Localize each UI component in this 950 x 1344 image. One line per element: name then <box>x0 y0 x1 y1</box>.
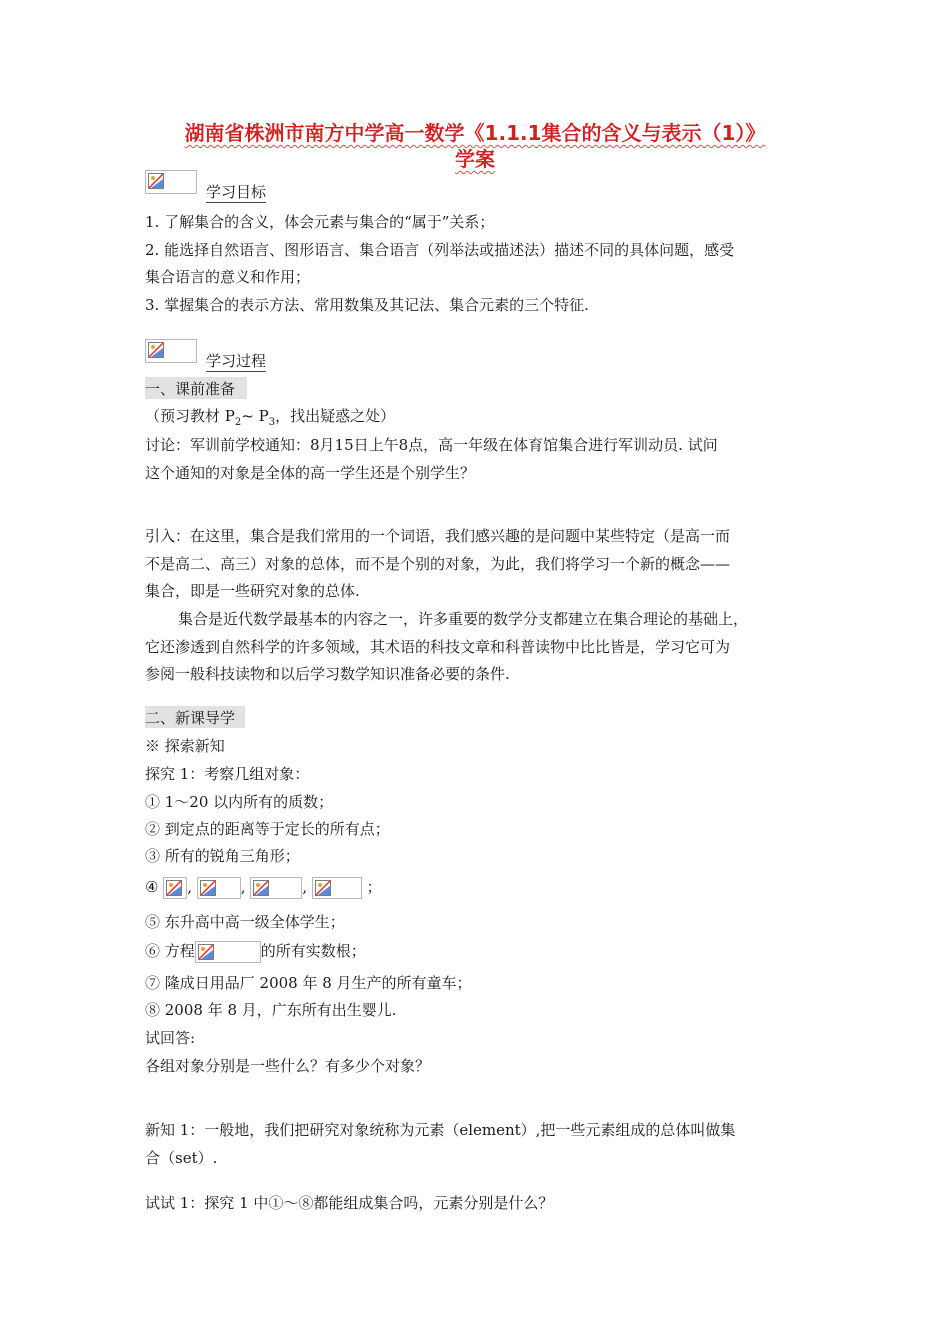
new-knowledge-text: 新知 1：一般地，我们把研究对象统称为元素（element）,把一些元素组成的总体叫做集 <box>145 1121 736 1139</box>
broken-image-icon <box>250 877 302 899</box>
explore-heading: ※ 探索新知 <box>145 737 225 755</box>
goal-item-continued: 集合语言的意义和作用； <box>145 268 311 286</box>
broken-image-icon <box>312 877 362 899</box>
prompt-text: 试回答: <box>145 1029 196 1047</box>
intro-text: 引入：在这里，集合是我们常用的一个词语，我们感兴趣的是问题中某些特定（是高一而 <box>145 527 731 545</box>
list-item: ⑤ 东升高中高一级全体学生； <box>145 913 345 931</box>
goal-item: 1. 了解集合的含义，体会元素与集合的“属于”关系； <box>145 213 495 231</box>
paragraph-text: 集合是近代数学最基本的内容之一，许多重要的数学分支都建立在集合理论的基础上， <box>178 610 749 628</box>
broken-image-icon <box>197 877 241 899</box>
document-title-line2: 学案 <box>455 147 495 171</box>
goal-item: 2. 能选择自然语言、图形语言、集合语言（列举法或描述法）描述不同的具体问题，感受 <box>145 241 735 259</box>
paragraph-text: 参阅一般科技读物和以后学习数学知识准备必要的条件. <box>145 665 510 683</box>
section-heading: 二、新课导学 <box>145 709 236 727</box>
goal-item: 3. 掌握集合的表示方法、常用数集及其记法、集合元素的三个特征. <box>145 296 589 314</box>
broken-image-icon <box>163 877 187 899</box>
equation-image-icon <box>195 941 261 963</box>
broken-image-icon <box>145 170 197 194</box>
discussion-text: 这个通知的对象是全体的高一学生还是个别学生？ <box>145 464 476 482</box>
explore-text: 探究 1：考察几组对象： <box>145 765 310 783</box>
process-heading: 学习过程 <box>206 352 267 370</box>
list-item: ① 1～20 以内所有的质数； <box>145 793 334 811</box>
section-heading: 一、课前准备 <box>145 380 236 398</box>
list-item: ③ 所有的锐角三角形； <box>145 847 300 865</box>
list-item: ⑧ 2008 年 8 月，广东所有出生婴儿. <box>145 1001 397 1019</box>
document-title: 湖南省株洲市南方中学高一数学《1.1.1集合的含义与表示（1）》 <box>184 121 766 145</box>
intro-text: 不是高二、高三）对象的总体，而不是个别的对象，为此，我们将学习一个新的概念—— <box>145 555 731 573</box>
intro-text: 集合，即是一些研究对象的总体. <box>145 582 360 600</box>
list-item: ⑦ 隆成日用品厂 2008 年 8 月生产的所有童车； <box>145 974 472 992</box>
preview-note: （预习教材 $P_2\sim$ $P_3$，找出疑惑之处） <box>145 407 396 428</box>
broken-image-icon <box>145 339 197 363</box>
question-text: 各组对象分别是一些什么？有多少个对象？ <box>145 1057 431 1075</box>
list-item: ⑥ 方程 的所有实数根； <box>145 941 366 963</box>
trial-text: 试试 1：探究 1 中①～⑧都能组成集合吗，元素分别是什么？ <box>145 1194 554 1212</box>
discussion-text: 讨论：军训前学校通知：8月15日上午8点，高一年级在体育馆集合进行军训动员. 试问 <box>145 436 718 454</box>
new-knowledge-text: 合（set）. <box>145 1149 218 1167</box>
paragraph-text: 它还渗透到自然科学的许多领域，其术语的科技文章和科普读物中比比皆是，学习它可为 <box>145 638 731 656</box>
goals-heading: 学习目标 <box>206 183 267 201</box>
list-item: ② 到定点的距离等于定长的所有点； <box>145 820 390 838</box>
list-item: ④ , , , ； <box>145 877 382 899</box>
